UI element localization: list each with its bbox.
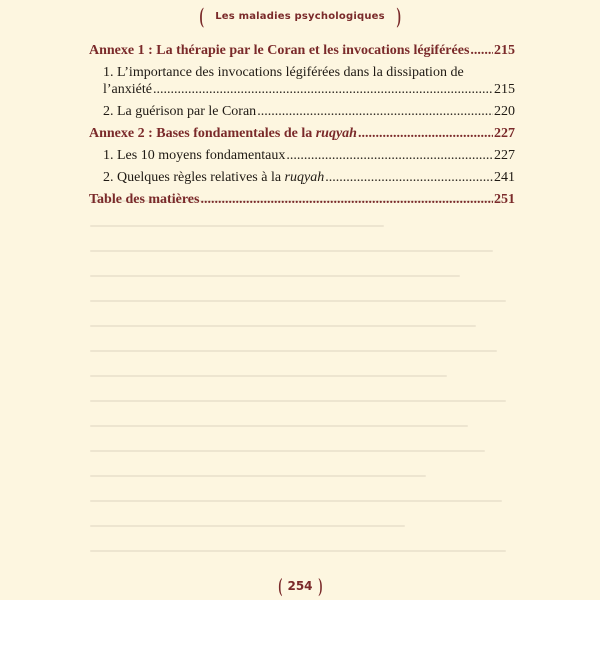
toc-entry-page: 215 bbox=[494, 43, 515, 58]
toc-leader-dots bbox=[153, 81, 493, 98]
toc-entry-annex-2-item-2[interactable] bbox=[103, 169, 515, 186]
toc-entry-label: 1. L’importance des invocations légiférées dans la dissipation de bbox=[103, 65, 464, 80]
toc-entry-label-continued: l’anxiété bbox=[103, 82, 152, 97]
toc-entry-annex-2-item-1[interactable] bbox=[103, 147, 515, 164]
toc-leader-dots bbox=[257, 103, 493, 120]
toc-entry-page: 227 bbox=[494, 148, 515, 163]
toc-leader-dots bbox=[200, 191, 493, 208]
toc-entry-page: 227 bbox=[494, 126, 515, 141]
toc-entry-annex-2[interactable] bbox=[89, 125, 515, 142]
toc-entry-label-italic: ruqyah bbox=[315, 126, 357, 141]
toc-entry-page: 220 bbox=[494, 104, 515, 119]
table-of-contents bbox=[89, 42, 515, 213]
toc-leader-dots bbox=[358, 125, 493, 142]
toc-entry-label bbox=[89, 125, 357, 142]
toc-entry-annex-1[interactable] bbox=[89, 42, 515, 59]
footer-left-bracket-icon: ( bbox=[278, 575, 283, 597]
toc-entry-table-of-contents[interactable] bbox=[89, 191, 515, 208]
toc-leader-dots bbox=[325, 169, 493, 186]
toc-entry-label: 1. Les 10 moyens fondamentaux bbox=[103, 148, 286, 163]
toc-entry-annex-1-item-2[interactable] bbox=[103, 103, 515, 120]
toc-entry-label: Annexe 1 : La thérapie par le Coran et les invocations légiférées bbox=[89, 43, 470, 58]
header-right-bracket-icon: ) bbox=[396, 3, 401, 28]
toc-entry-label: Table des matières bbox=[89, 192, 200, 207]
toc-entry-label-italic: ruqyah bbox=[284, 170, 325, 185]
toc-entry-annex-1-item-1[interactable] bbox=[103, 64, 515, 98]
header-title: Les maladies psychologiques bbox=[215, 10, 385, 22]
running-header bbox=[0, 3, 600, 30]
toc-entry-page: 251 bbox=[494, 192, 515, 207]
toc-leader-dots bbox=[286, 147, 493, 164]
footer-right-bracket-icon: ) bbox=[317, 575, 322, 597]
page-footer bbox=[0, 576, 600, 597]
toc-entry-page: 241 bbox=[494, 170, 515, 185]
page-number: 254 bbox=[287, 579, 313, 593]
toc-leader-dots bbox=[470, 42, 493, 59]
toc-entry-label: 2. La guérison par le Coran bbox=[103, 104, 257, 119]
toc-entry-page: 215 bbox=[494, 82, 515, 97]
header-left-bracket-icon: ( bbox=[199, 3, 204, 28]
toc-entry-label-prefix: Annexe 2 : Bases fondamentales de la bbox=[89, 126, 316, 141]
toc-entry-label bbox=[103, 169, 324, 186]
toc-entry-label-prefix: 2. Quelques règles relatives à la bbox=[103, 170, 285, 185]
